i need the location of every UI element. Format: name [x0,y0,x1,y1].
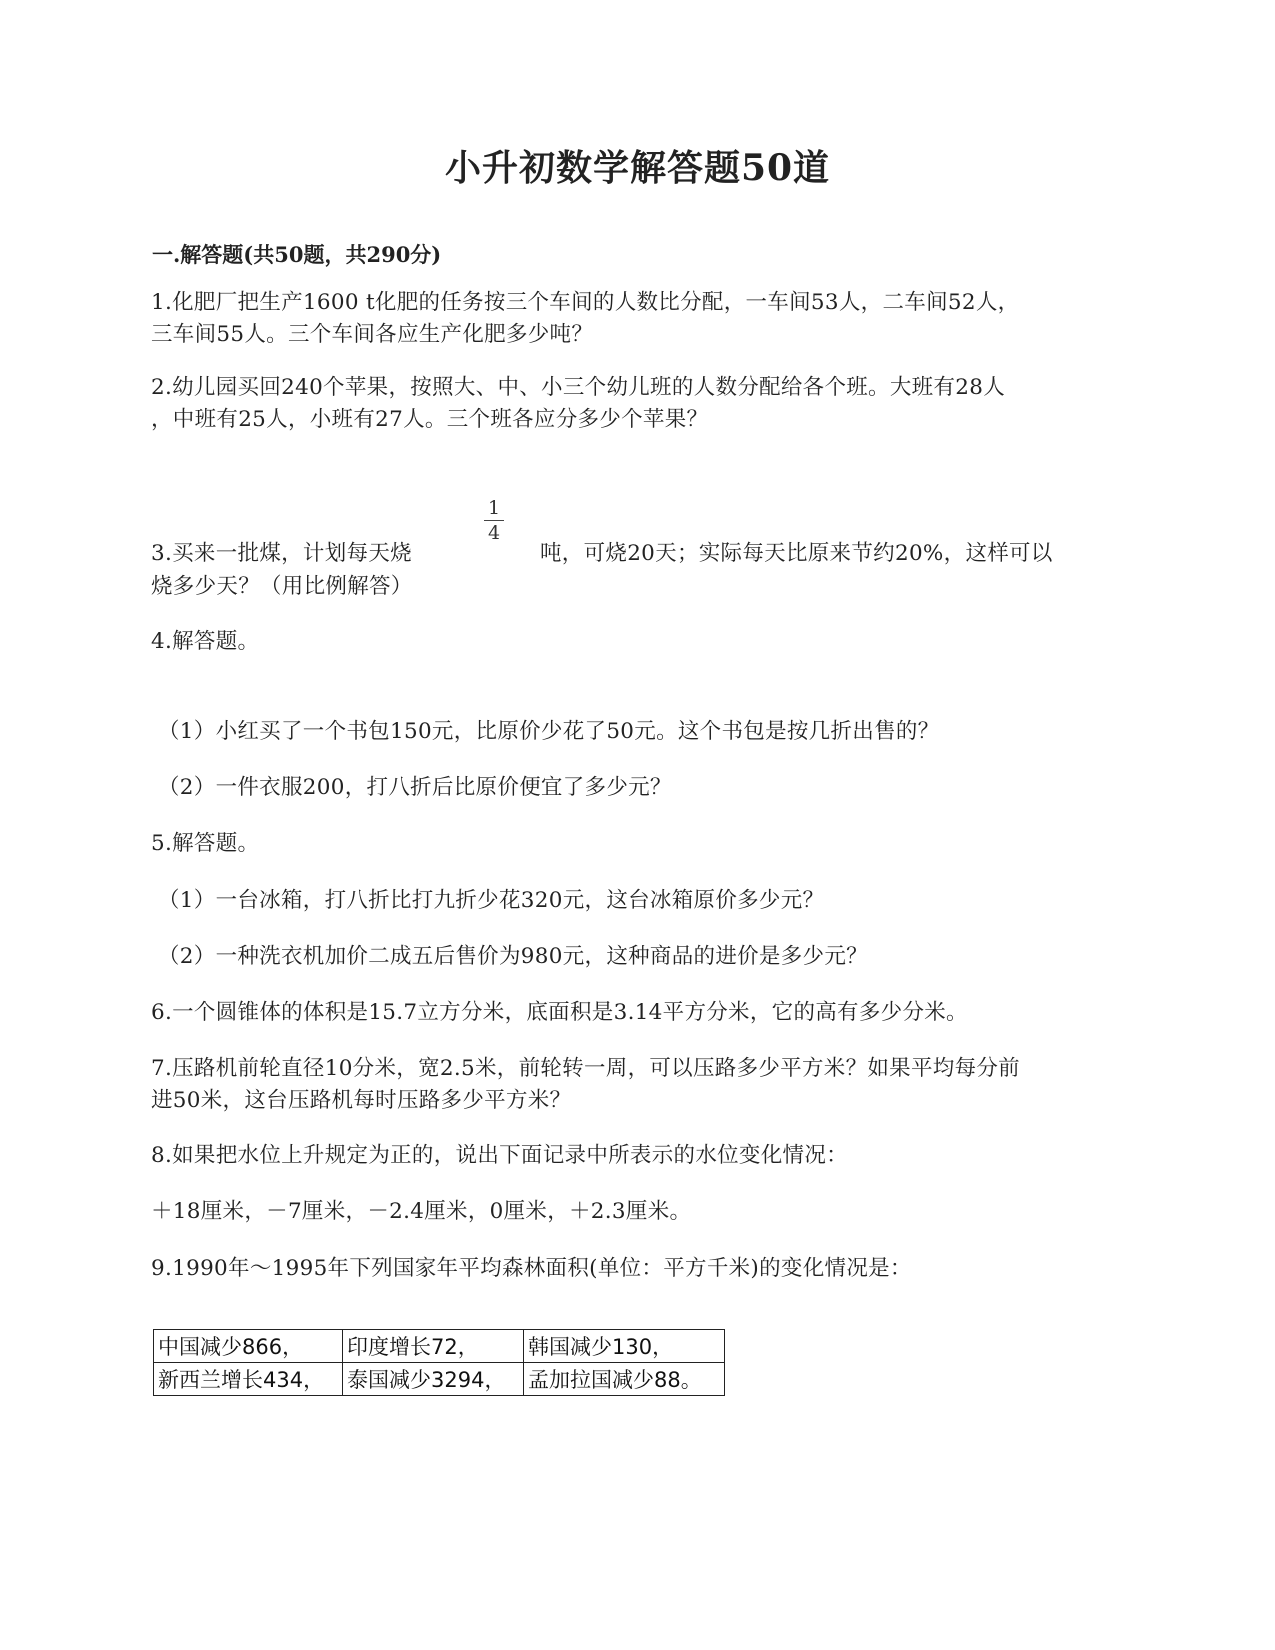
table-cell: 中国减少866， [154,1330,343,1363]
section-heading: 一.解答题(共50题，共290分) [152,242,442,267]
question-7 [151,1053,1131,1117]
question-1-line-1: 1.化肥厂把生产1600 t化肥的任务按三个车间的人数比分配，一车间53人，二车间52人， [151,290,1020,315]
question-8-line-1: 8.如果把水位上升规定为正的，说出下面记录中所表示的水位变化情况： [151,1143,848,1168]
question-5-sub-2: （2）一种洗衣机加价二成五后售价为980元，这种商品的进价是多少元？ [158,944,868,969]
fraction-numerator: 1 [487,497,501,519]
question-2-line-1: 2.幼儿园买回240个苹果，按照大、中、小三个幼儿班的人数分配给各个班。大班有28人 [151,375,1006,400]
question-3-text-after-fraction: 吨，可烧20天；实际每天比原来节约20%，这样可以 [540,541,1053,566]
question-4-sub-2: （2）一件衣服200，打八折后比原价便宜了多少元？ [158,775,672,800]
question-3-line-2: 烧多少天？（用比例解答） [151,574,413,599]
question-4-title: 4.解答题。 [151,629,260,654]
question-4-sub-1: （1）小红买了一个书包150元，比原价少花了50元。这个书包是按几折出售的？ [158,719,940,744]
question-7-line-1: 7.压路机前轮直径10分米，宽2.5米，前轮转一周，可以压路多少平方米？如果平均每分前 [151,1056,1020,1081]
fraction-one-quarter [482,498,506,543]
question-3-text-before-fraction: 3.买来一批煤，计划每天烧 [151,541,412,566]
table-row [154,1330,725,1363]
table-row [154,1363,725,1396]
table-cell: 印度增长72， [343,1330,524,1363]
forest-change-table [153,1329,725,1396]
question-2 [151,372,1131,436]
question-1 [151,287,1131,351]
question-8-line-2: ＋18厘米，－7厘米，－2.4厘米，0厘米，＋2.3厘米。 [151,1199,692,1224]
fraction-denominator: 4 [487,522,501,544]
table-cell: 孟加拉国减少88。 [524,1363,725,1396]
question-6: 6.一个圆锥体的体积是15.7立方分米，底面积是3.14平方分米，它的高有多少分米。 [151,1000,968,1025]
question-1-line-2: 三车间55人。三个车间各应生产化肥多少吨？ [151,322,594,347]
table-cell: 新西兰增长434， [154,1363,343,1396]
question-5-title: 5.解答题。 [151,831,260,856]
question-2-line-2: ，中班有25人，小班有27人。三个班各应分多少个苹果？ [151,407,709,432]
question-9-line-1: 9.1990年～1995年下列国家年平均森林面积(单位：平方千米)的变化情况是： [151,1256,912,1281]
question-7-line-2: 进50米，这台压路机每时压路多少平方米？ [151,1088,572,1113]
fraction-bar [484,520,504,521]
table-cell: 泰国减少3294， [343,1363,524,1396]
table-cell: 韩国减少130， [524,1330,725,1363]
page-title: 小升初数学解答题50道 [444,147,831,189]
question-5-sub-1: （1）一台冰箱，打八折比打九折少花320元，这台冰箱原价多少元？ [158,888,825,913]
